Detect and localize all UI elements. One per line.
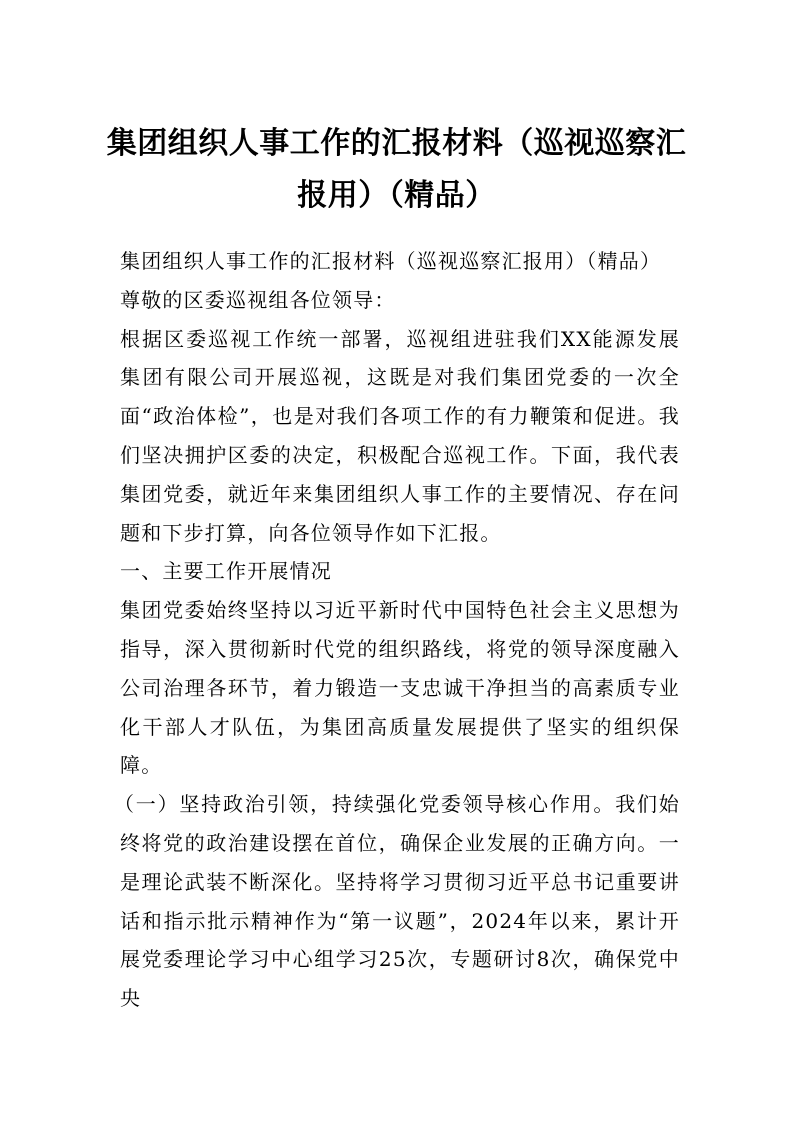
section-heading: 一、主要工作开展情况 <box>120 559 332 584</box>
document-title: 集团组织人事工作的汇报材料（巡视巡察汇报用）（精品） <box>106 126 687 213</box>
document-body <box>114 242 680 1018</box>
subsection-paragraph: （一）坚持政治引领，持续强化党委领导核心作用。我们始终将党的政治建设摆在首位，确保企业发展的正确方向。一是理论武装不断深化。坚持将学习贯彻习近平总书记重要讲话和指示批示精神作为“第一议题”，2024年以来，累计开展党委理论学习中心组学习25次，专题研讨8次，确保党中央 <box>114 792 680 1011</box>
salutation: 尊敬的区委巡视组各位领导： <box>120 287 396 312</box>
intro-paragraph: 根据区委巡视工作统一部署，巡视组进驻我们XX能源发展集团有限公司开展巡视，这既是对我们集团党委的一次全面“政治体检”，也是对我们各项工作的有力鞭策和促进。我们坚决拥护区委的决定，积极配合巡视工作。下面，我代表集团党委，就近年来集团组织人事工作的主要情况、存在问题和下步打算，向各位领导作如下汇报。 <box>120 326 680 545</box>
subtitle-line: 集团组织人事工作的汇报材料（巡视巡察汇报用）（精品） <box>120 249 662 273</box>
section-paragraph: 集团党委始终坚持以习近平新时代中国特色社会主义思想为指导，深入贯彻新时代党的组织路线，将党的领导深度融入公司治理各环节，着力锻造一支忠诚干净担当的高素质专业化干部人才队伍，为集团高质量发展提供了坚实的组织保障。 <box>120 598 680 778</box>
